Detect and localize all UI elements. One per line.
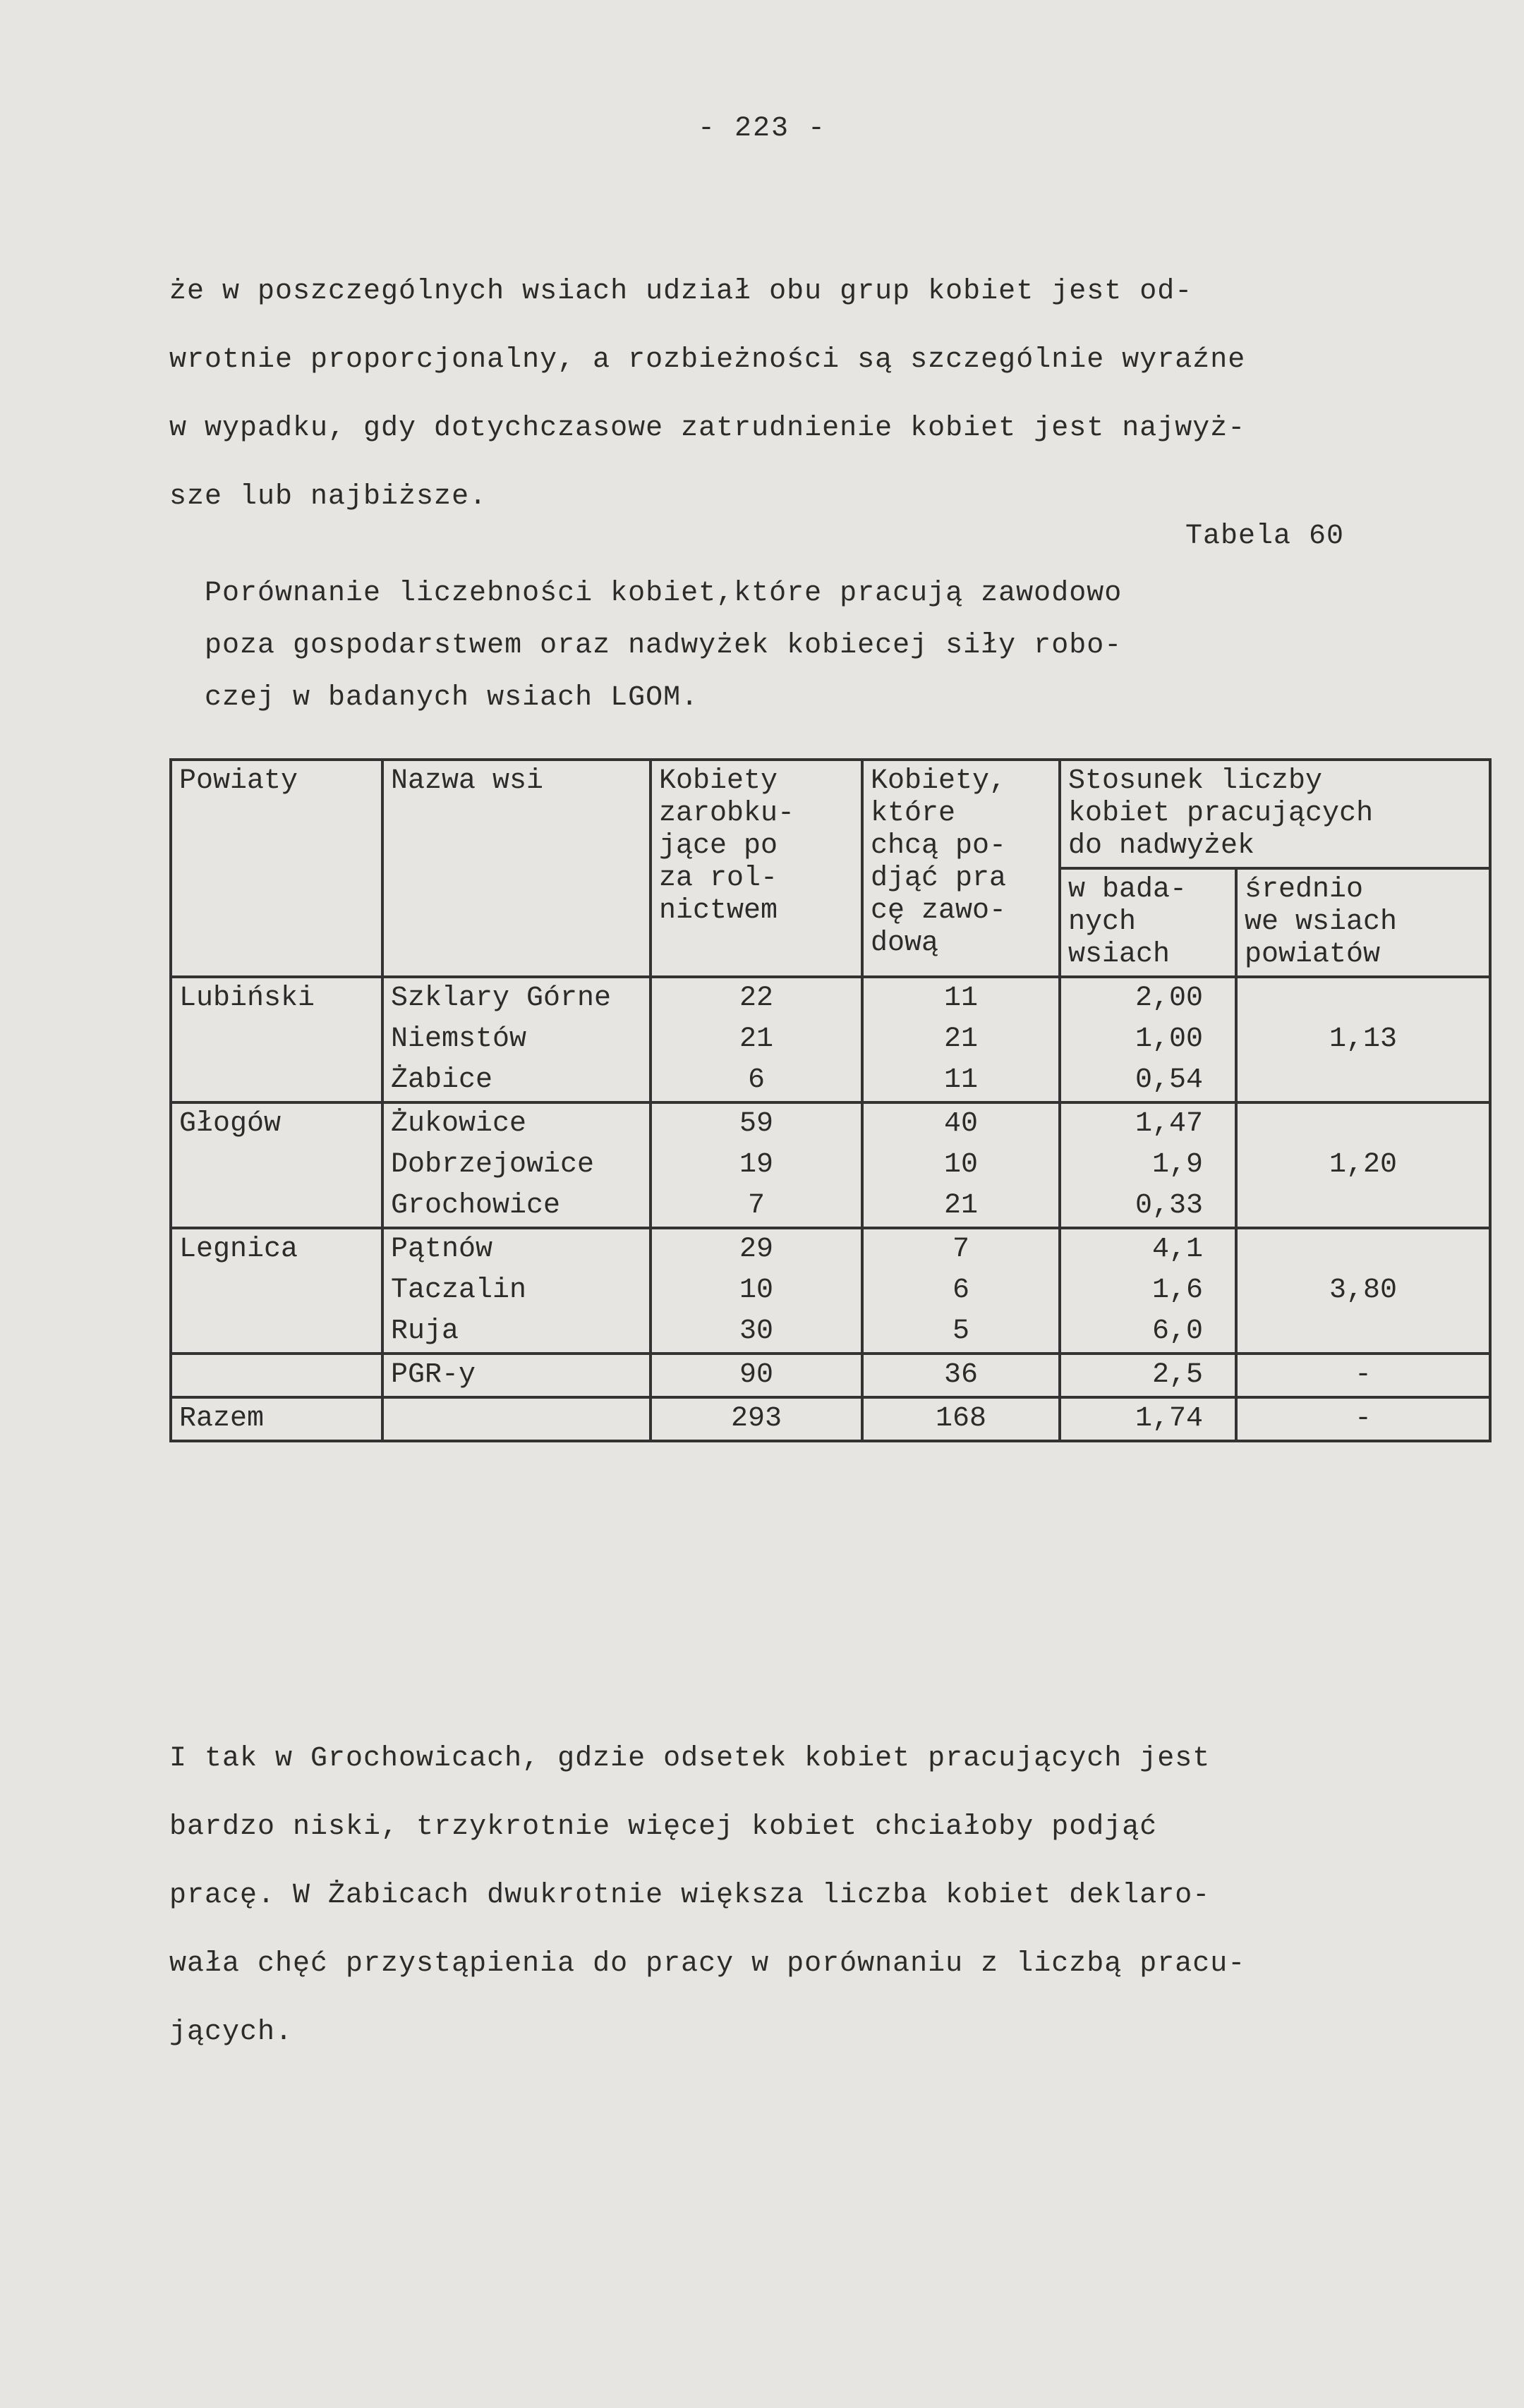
cell-ratio: 1,74 <box>1060 1397 1236 1441</box>
cell-wanting: 5 <box>862 1311 1060 1354</box>
cell-wanting: 21 <box>862 1186 1060 1228</box>
table-row <box>171 977 1490 1019</box>
cell-village: Ruja <box>382 1311 651 1354</box>
cell-village: Pątnów <box>382 1228 651 1270</box>
text-line: w wypadku, gdy dotychczasowe zatrudnienie kobiet jest najwyż- <box>169 413 1246 444</box>
cell-village: Niemstów <box>382 1019 651 1060</box>
cell-average: - <box>1236 1397 1490 1441</box>
cell-powiat: Lubiński <box>171 977 382 1102</box>
cell-total-label: Razem <box>171 1397 382 1441</box>
cell-wanting: 11 <box>862 977 1060 1019</box>
cell-earning: 6 <box>651 1060 862 1102</box>
cell-wanting: 21 <box>862 1019 1060 1060</box>
paragraph-intro <box>169 257 1460 531</box>
cell-earning: 293 <box>651 1397 862 1441</box>
cell-average: - <box>1236 1354 1490 1397</box>
cell-ratio: 2,00 <box>1060 977 1236 1019</box>
cell-village: Taczalin <box>382 1270 651 1311</box>
cell-ratio: 1,6 <box>1060 1270 1236 1311</box>
cell-earning: 10 <box>651 1270 862 1311</box>
table-header-row <box>171 760 1490 868</box>
cell-earning: 21 <box>651 1019 862 1060</box>
cell-village: PGR-y <box>382 1354 651 1397</box>
cell-ratio: 4,1 <box>1060 1228 1236 1270</box>
cell-ratio: 0,33 <box>1060 1186 1236 1228</box>
cell-earning: 19 <box>651 1145 862 1186</box>
cell-earning: 22 <box>651 977 862 1019</box>
table-row-pgr <box>171 1354 1490 1397</box>
caption-line: Porównanie liczebności kobiet,które pracują zawodowo <box>205 578 1123 609</box>
cell-earning: 90 <box>651 1354 862 1397</box>
cell-earning: 7 <box>651 1186 862 1228</box>
table-label: Tabela 60 <box>1185 521 1344 552</box>
cell-earning: 30 <box>651 1311 862 1354</box>
cell-ratio: 1,9 <box>1060 1145 1236 1186</box>
header-kobiety-zarobkujace: Kobiety zarobku- jące po za rol- nictwem <box>651 760 862 977</box>
cell-ratio: 2,5 <box>1060 1354 1236 1397</box>
cell-wanting: 10 <box>862 1145 1060 1186</box>
cell-ratio: 6,0 <box>1060 1311 1236 1354</box>
header-powiaty: Powiaty <box>171 760 382 977</box>
header-srednio: średnio we wsiach powiatów <box>1236 868 1490 977</box>
text-line: wrotnie proporcjonalny, a rozbieżności są szczególnie wyraźne <box>169 344 1246 376</box>
table-row <box>171 1102 1490 1145</box>
text-line: że w poszczególnych wsiach udział obu grup kobiet jest od- <box>169 276 1193 308</box>
text-line: jących. <box>169 2017 294 2048</box>
cell-village: Dobrzejowice <box>382 1145 651 1186</box>
cell-ratio: 1,00 <box>1060 1019 1236 1060</box>
cell-wanting: 11 <box>862 1060 1060 1102</box>
table-row <box>171 1228 1490 1270</box>
cell-average: 1,13 <box>1236 977 1490 1102</box>
header-w-badanych: w bada- nych wsiach <box>1060 868 1236 977</box>
cell-wanting: 7 <box>862 1228 1060 1270</box>
header-nazwa-wsi: Nazwa wsi <box>382 760 651 977</box>
text-line: sze lub najbiższe. <box>169 481 488 513</box>
text-line: bardzo niski, trzykrotnie więcej kobiet chciałoby podjąć <box>169 1811 1158 1843</box>
cell-village: Szklary Górne <box>382 977 651 1019</box>
header-stosunek: Stosunek liczby kobiet pracujących do nadwyżek <box>1060 760 1490 868</box>
cell-powiat-empty <box>171 1354 382 1397</box>
cell-village-empty <box>382 1397 651 1441</box>
caption-line: poza gospodarstwem oraz nadwyżek kobiecej siły robo- <box>205 630 1123 662</box>
cell-average: 3,80 <box>1236 1228 1490 1354</box>
cell-average: 1,20 <box>1236 1102 1490 1228</box>
page-number: - 223 - <box>697 113 827 145</box>
cell-earning: 29 <box>651 1228 862 1270</box>
cell-wanting: 40 <box>862 1102 1060 1145</box>
cell-powiat: Głogów <box>171 1102 382 1228</box>
cell-wanting: 36 <box>862 1354 1060 1397</box>
paragraph-conclusion <box>169 1725 1460 2067</box>
cell-wanting: 6 <box>862 1270 1060 1311</box>
text-line: wała chęć przystąpienia do pracy w porównaniu z liczbą pracu- <box>169 1948 1246 1980</box>
cell-ratio: 1,47 <box>1060 1102 1236 1145</box>
table-caption <box>205 568 1404 724</box>
cell-village: Żukowice <box>382 1102 651 1145</box>
cell-village: Grochowice <box>382 1186 651 1228</box>
cell-wanting: 168 <box>862 1397 1060 1441</box>
table-row-total <box>171 1397 1490 1441</box>
comparison-table <box>169 758 1492 1442</box>
header-kobiety-chca: Kobiety, które chcą po- djąć pra cę zawo- dową <box>862 760 1060 977</box>
text-line: pracę. W Żabicach dwukrotnie większa liczba kobiet deklaro- <box>169 1880 1211 1911</box>
cell-ratio: 0,54 <box>1060 1060 1236 1102</box>
cell-village: Żabice <box>382 1060 651 1102</box>
text-line: I tak w Grochowicach, gdzie odsetek kobiet pracujących jest <box>169 1743 1211 1775</box>
cell-earning: 59 <box>651 1102 862 1145</box>
cell-powiat: Legnica <box>171 1228 382 1354</box>
caption-line: czej w badanych wsiach LGOM. <box>205 682 699 714</box>
